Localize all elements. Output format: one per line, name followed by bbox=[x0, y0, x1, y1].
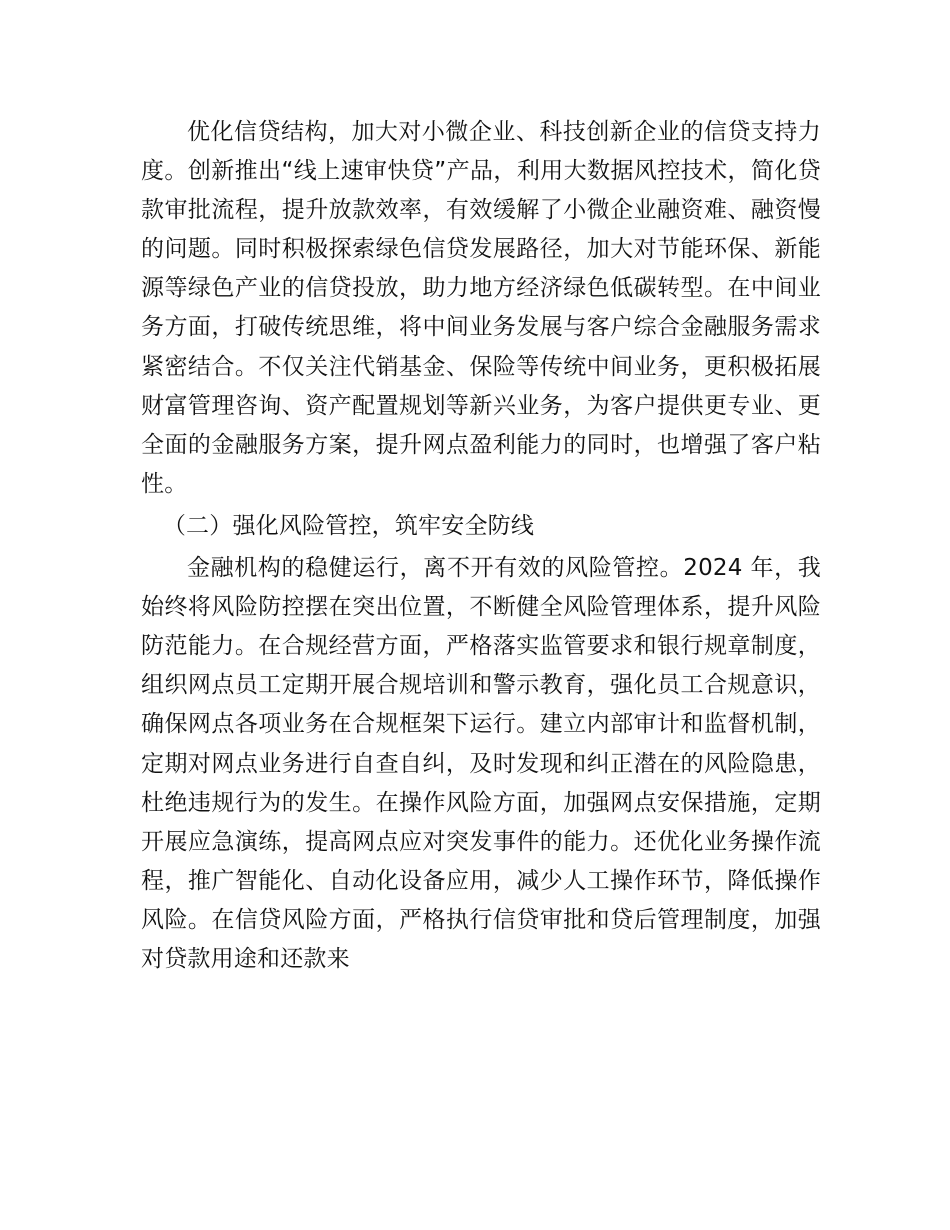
document-body bbox=[141, 113, 821, 979]
section-heading: （二）强化风险管控，筑牢安全防线 bbox=[162, 512, 535, 539]
body-paragraph: 金融机构的稳健运行，离不开有效的风险管控。2024 年，我始终将风险防控摆在突出位置，不断健全风险管理体系，提升风险防范能力。在合规经营方面，严格落实监管要求和银行规章制度，组织网点员工定期开展合规培训和警示教育，强化员工合规意识，确保网点各项业务在合规框架下运行。建立内部审计和监督机制，定期对网点业务进行自查自纠，及时发现和纠正潜在的风险隐患，杜绝违规行为的发生。在操作风险方面，加强网点安保措施，定期开展应急演练，提高网点应对突发事件的能力。还优化业务操作流程，推广智能化、自动化设备应用，减少人工操作环节，降低操作风险。在信贷风险方面，严格执行信贷审批和贷后管理制度，加强对贷款用途和还款来 bbox=[141, 555, 821, 972]
body-paragraph: 优化信贷结构，加大对小微企业、科技创新企业的信贷支持力度。创新推出“线上速审快贷”产品，利用大数据风控技术，简化贷款审批流程，提升放款效率，有效缓解了小微企业融资难、融资慢的问题。同时积极探索绿色信贷发展路径，加大对节能环保、新能源等绿色产业的信贷投放，助力地方经济绿色低碳转型。在中间业务方面，打破传统思维，将中间业务发展与客户综合金融服务需求紧密结合。不仅关注代销基金、保险等传统中间业务，更积极拓展财富管理咨询、资产配置规划等新兴业务，为客户提供更专业、更全面的金融服务方案，提升网点盈利能力的同时，也增强了客户粘性。 bbox=[141, 119, 821, 497]
